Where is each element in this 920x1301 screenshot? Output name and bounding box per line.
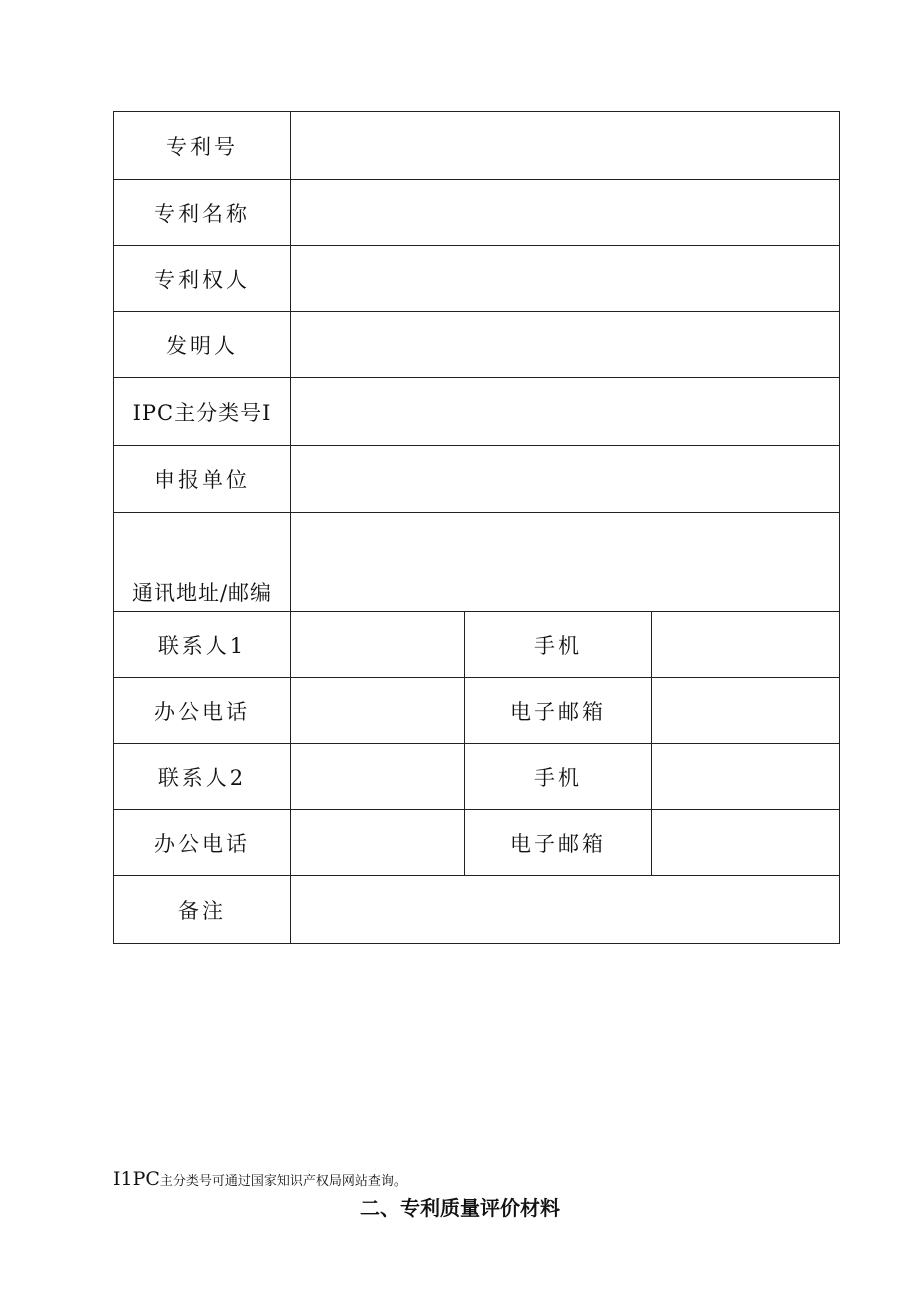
label-mobile-1: 手机: [465, 612, 652, 678]
label-patent-name: 专利名称: [114, 180, 291, 246]
footnote-text: 主分类号可通过国家知识产权局网站查询。: [159, 1174, 407, 1189]
patent-info-table: [113, 111, 840, 944]
section-title: 二、专利质量评价材料: [360, 1196, 560, 1220]
row-contact-1: [114, 612, 840, 678]
field-email-1[interactable]: [652, 678, 840, 744]
field-address[interactable]: [291, 513, 840, 612]
row-ipc-class: [114, 378, 840, 446]
label-remarks: 备注: [114, 876, 291, 944]
field-contact-1[interactable]: [291, 612, 465, 678]
label-office-phone-2: 办公电话: [114, 810, 291, 876]
field-mobile-1[interactable]: [652, 612, 840, 678]
label-patentee: 专利权人: [114, 246, 291, 312]
row-applicant-unit: [114, 446, 840, 513]
label-applicant-unit: 申报单位: [114, 446, 291, 513]
row-contact-2: [114, 744, 840, 810]
row-inventor: [114, 312, 840, 378]
label-inventor: 发明人: [114, 312, 291, 378]
field-office-phone-2[interactable]: [291, 810, 465, 876]
field-office-phone-1[interactable]: [291, 678, 465, 744]
row-office-phone-2: [114, 810, 840, 876]
field-patent-name[interactable]: [291, 180, 840, 246]
field-patent-number[interactable]: [291, 112, 840, 180]
field-ipc-class[interactable]: [291, 378, 840, 446]
label-address: 通讯地址/邮编: [114, 513, 291, 612]
row-office-phone-1: [114, 678, 840, 744]
label-mobile-2: 手机: [465, 744, 652, 810]
label-contact-1: 联系人1: [114, 612, 291, 678]
label-office-phone-1: 办公电话: [114, 678, 291, 744]
field-patentee[interactable]: [291, 246, 840, 312]
field-contact-2[interactable]: [291, 744, 465, 810]
row-patentee: [114, 246, 840, 312]
label-ipc-class: IPC主分类号I: [114, 378, 291, 446]
row-remarks: [114, 876, 840, 944]
footnote: [113, 1168, 407, 1190]
field-inventor[interactable]: [291, 312, 840, 378]
row-address: [114, 513, 840, 612]
row-patent-name: [114, 180, 840, 246]
field-email-2[interactable]: [652, 810, 840, 876]
label-patent-number: 专利号: [114, 112, 291, 180]
field-remarks[interactable]: [291, 876, 840, 944]
row-patent-number: [114, 112, 840, 180]
field-mobile-2[interactable]: [652, 744, 840, 810]
field-applicant-unit[interactable]: [291, 446, 840, 513]
label-contact-2: 联系人2: [114, 744, 291, 810]
footnote-marker: I1PC: [113, 1168, 160, 1190]
label-email-2: 电子邮箱: [465, 810, 652, 876]
label-email-1: 电子邮箱: [465, 678, 652, 744]
